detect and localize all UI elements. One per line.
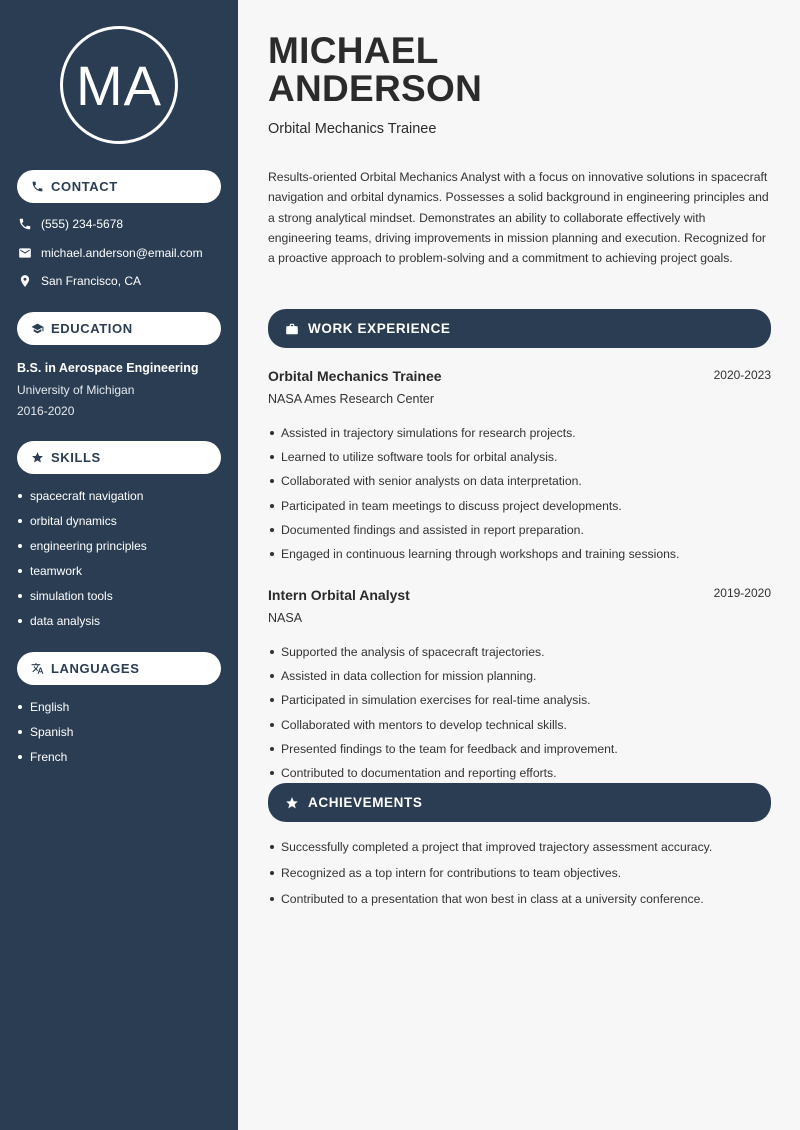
job-bullet: Contributed to documentation and reporting efforts. <box>270 766 618 790</box>
star-icon <box>285 796 299 810</box>
job-bullets <box>270 426 679 571</box>
achievement-item: Recognized as a top intern for contributions to team objectives. <box>270 866 712 892</box>
full-name <box>268 32 482 108</box>
skill-item: data analysis <box>17 614 147 639</box>
job-bullet: Collaborated with mentors to develop technical skills. <box>270 718 618 742</box>
job-bullet: Documented findings and assisted in report preparation. <box>270 523 679 547</box>
job-bullet: Assisted in data collection for mission planning. <box>270 669 618 693</box>
job-title: Intern Orbital Analyst <box>268 587 410 603</box>
achievement-item: Contributed to a presentation that won best in class at a university conference. <box>270 892 712 918</box>
star-icon <box>31 451 44 464</box>
profile-summary: Results-oriented Orbital Mechanics Analyst with a focus on innovative solutions in spacecraft navigation and orbital dynamics. Possesses a solid background in engineering principles and a strong analytical mindset. Demonstrates an ability to collaborate effectively with engineering teams, driving improvements in mission planning and execution. Recognized for a proactive approach to problem-solving and a commitment to achieving project goals. <box>268 170 769 266</box>
skill-item: teamwork <box>17 564 147 589</box>
skill-item: engineering principles <box>17 539 147 564</box>
achievement-item: Successfully completed a project that improved trajectory assessment accuracy. <box>270 840 712 866</box>
phone-icon <box>18 217 32 231</box>
job-bullets <box>270 645 618 790</box>
job-role: Orbital Mechanics Trainee <box>268 121 437 137</box>
contact-location <box>18 274 141 288</box>
job-bullet: Presented findings to the team for feedback and improvement. <box>270 742 618 766</box>
contact-heading-label: CONTACT <box>51 179 118 194</box>
job-bullet: Engaged in continuous learning through workshops and training sessions. <box>270 547 679 571</box>
achievements-list <box>270 840 712 918</box>
map-pin-icon <box>18 274 32 288</box>
skill-item: spacecraft navigation <box>17 489 147 514</box>
language-item: Spanish <box>17 725 73 750</box>
briefcase-icon <box>285 322 299 336</box>
education-degree: B.S. in Aerospace Engineering <box>17 361 199 375</box>
job-bullet: Participated in simulation exercises for real-time analysis. <box>270 693 618 717</box>
contact-heading <box>17 170 221 203</box>
skill-item: orbital dynamics <box>17 514 147 539</box>
education-heading-label: EDUCATION <box>51 321 133 336</box>
education-heading <box>17 312 221 345</box>
job-dates: 2020-2023 <box>713 368 771 382</box>
email-text: michael.anderson@email.com <box>41 246 203 260</box>
graduation-cap-icon <box>31 322 44 335</box>
phone-text: (555) 234-5678 <box>41 217 124 231</box>
job-bullet: Assisted in trajectory simulations for research projects. <box>270 426 679 450</box>
skills-list <box>17 489 147 639</box>
job-dates: 2019-2020 <box>713 586 771 600</box>
sidebar <box>0 0 238 1130</box>
achievements-heading <box>268 783 771 822</box>
language-item: English <box>17 700 73 725</box>
education-years: 2016-2020 <box>17 404 75 418</box>
languages-list <box>17 700 73 775</box>
languages-heading <box>17 652 221 685</box>
education-school: University of Michigan <box>17 383 135 397</box>
job-bullet: Learned to utilize software tools for orbital analysis. <box>270 450 679 474</box>
skill-item: simulation tools <box>17 589 147 614</box>
phone-icon <box>31 180 44 193</box>
job-bullet: Supported the analysis of spacecraft trajectories. <box>270 645 618 669</box>
location-text: San Francisco, CA <box>41 274 142 288</box>
name-line-first: MICHAEL <box>268 30 439 71</box>
contact-email <box>18 246 203 260</box>
monogram-avatar: MA <box>60 26 178 144</box>
job-bullet: Participated in team meetings to discuss project developments. <box>270 499 679 523</box>
skills-heading <box>17 441 221 474</box>
job-organization: NASA <box>268 611 303 625</box>
work-experience-heading <box>268 309 771 348</box>
job-title: Orbital Mechanics Trainee <box>268 368 442 384</box>
contact-phone <box>18 217 123 231</box>
translate-icon <box>31 662 44 675</box>
job-organization: NASA Ames Research Center <box>268 392 435 406</box>
languages-heading-label: LANGUAGES <box>51 661 140 676</box>
language-item: French <box>17 750 73 775</box>
work-experience-heading-label: WORK EXPERIENCE <box>308 321 451 336</box>
achievements-heading-label: ACHIEVEMENTS <box>308 795 423 810</box>
skills-heading-label: SKILLS <box>51 450 101 465</box>
envelope-icon <box>18 246 32 260</box>
job-bullet: Collaborated with senior analysts on data interpretation. <box>270 474 679 498</box>
name-line-last: ANDERSON <box>268 68 483 109</box>
